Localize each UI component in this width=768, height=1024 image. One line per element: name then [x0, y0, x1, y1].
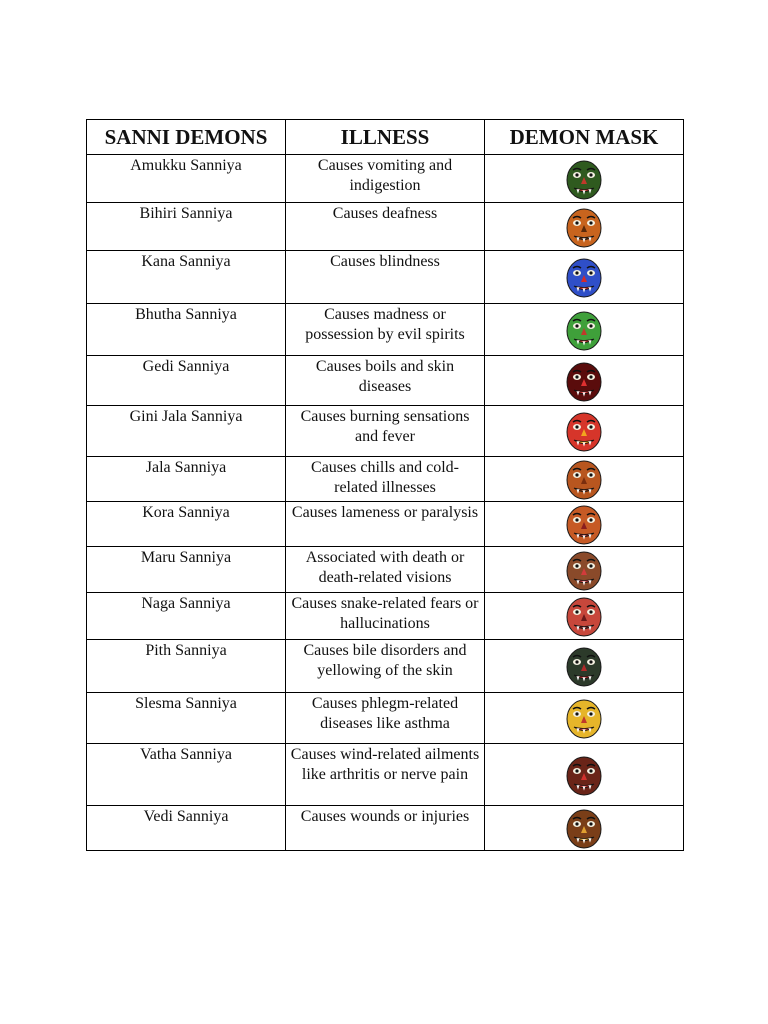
brown-demon-mask-icon: [562, 806, 606, 850]
demon-name-cell: Bhutha Sanniya: [87, 304, 286, 356]
table-body: [87, 155, 684, 851]
illness-cell: Causes bile disorders and yellowing of the skin: [286, 640, 485, 693]
table-row: [87, 203, 684, 251]
table-header-row: [87, 120, 684, 155]
demon-mask-cell: [485, 693, 684, 744]
header-demon-mask: DEMON MASK: [485, 120, 684, 155]
demon-name-cell: Kana Sanniya: [87, 251, 286, 304]
table-row: [87, 406, 684, 457]
demon-mask-cell: [485, 406, 684, 457]
header-sanni-demons: SANNI DEMONS: [87, 120, 286, 155]
demon-mask-cell: [485, 744, 684, 806]
illness-cell: Associated with death or death-related visions: [286, 547, 485, 593]
demon-mask-cell: [485, 640, 684, 693]
orange-demon-mask-icon: [562, 205, 606, 249]
demon-name-cell: Jala Sanniya: [87, 457, 286, 502]
green-demon-mask-icon: [562, 308, 606, 352]
demon-name-cell: Gedi Sanniya: [87, 356, 286, 406]
yellow-demon-mask-icon: [562, 696, 606, 740]
demon-mask-cell: [485, 547, 684, 593]
illness-cell: Causes vomiting and indigestion: [286, 155, 485, 203]
sanni-demons-table: [86, 119, 684, 851]
table-row: [87, 640, 684, 693]
demon-mask-cell: [485, 251, 684, 304]
illness-cell: Causes madness or possession by evil spirits: [286, 304, 485, 356]
demon-mask-cell: [485, 806, 684, 851]
table-row: [87, 547, 684, 593]
table-row: [87, 744, 684, 806]
flame-demon-mask-icon: [562, 409, 606, 453]
illness-cell: Causes snake-related fears or hallucinations: [286, 593, 485, 640]
illness-cell: Causes blindness: [286, 251, 485, 304]
demon-name-cell: Bihiri Sanniya: [87, 203, 286, 251]
demon-mask-cell: [485, 304, 684, 356]
table-row: [87, 693, 684, 744]
table-row: [87, 251, 684, 304]
brown-demon-mask-icon: [562, 457, 606, 501]
demon-name-cell: Naga Sanniya: [87, 593, 286, 640]
demon-mask-cell: [485, 457, 684, 502]
brown-demon-mask-icon: [562, 548, 606, 592]
demon-name-cell: Slesma Sanniya: [87, 693, 286, 744]
orange-demon-mask-icon: [562, 502, 606, 546]
illness-cell: Causes chills and cold-related illnesses: [286, 457, 485, 502]
demon-mask-cell: [485, 155, 684, 203]
demon-mask-cell: [485, 203, 684, 251]
table-row: [87, 304, 684, 356]
dark-green-demon-mask-icon: [562, 644, 606, 688]
illness-cell: Causes boils and skin diseases: [286, 356, 485, 406]
table-row: [87, 806, 684, 851]
table-row: [87, 155, 684, 203]
illness-cell: Causes deafness: [286, 203, 485, 251]
illness-cell: Causes lameness or paralysis: [286, 502, 485, 547]
red-demon-mask-icon: [562, 594, 606, 638]
illness-cell: Causes burning sensations and fever: [286, 406, 485, 457]
demon-mask-cell: [485, 356, 684, 406]
demon-mask-cell: [485, 593, 684, 640]
demon-mask-cell: [485, 502, 684, 547]
blue-demon-mask-icon: [562, 255, 606, 299]
table-row: [87, 502, 684, 547]
illness-cell: Causes phlegm-related diseases like asthma: [286, 693, 485, 744]
dark-red-demon-mask-icon: [562, 359, 606, 403]
demon-name-cell: Vatha Sanniya: [87, 744, 286, 806]
demon-name-cell: Vedi Sanniya: [87, 806, 286, 851]
demon-name-cell: Kora Sanniya: [87, 502, 286, 547]
header-illness: ILLNESS: [286, 120, 485, 155]
demon-name-cell: Maru Sanniya: [87, 547, 286, 593]
green-demon-mask-icon: [562, 157, 606, 201]
illness-cell: Causes wounds or injuries: [286, 806, 485, 851]
demon-name-cell: Pith Sanniya: [87, 640, 286, 693]
demon-name-cell: Amukku Sanniya: [87, 155, 286, 203]
table-row: [87, 593, 684, 640]
demon-name-cell: Gini Jala Sanniya: [87, 406, 286, 457]
illness-cell: Causes wind-related ailments like arthritis or nerve pain: [286, 744, 485, 806]
table-row: [87, 356, 684, 406]
table-row: [87, 457, 684, 502]
maroon-demon-mask-icon: [562, 753, 606, 797]
